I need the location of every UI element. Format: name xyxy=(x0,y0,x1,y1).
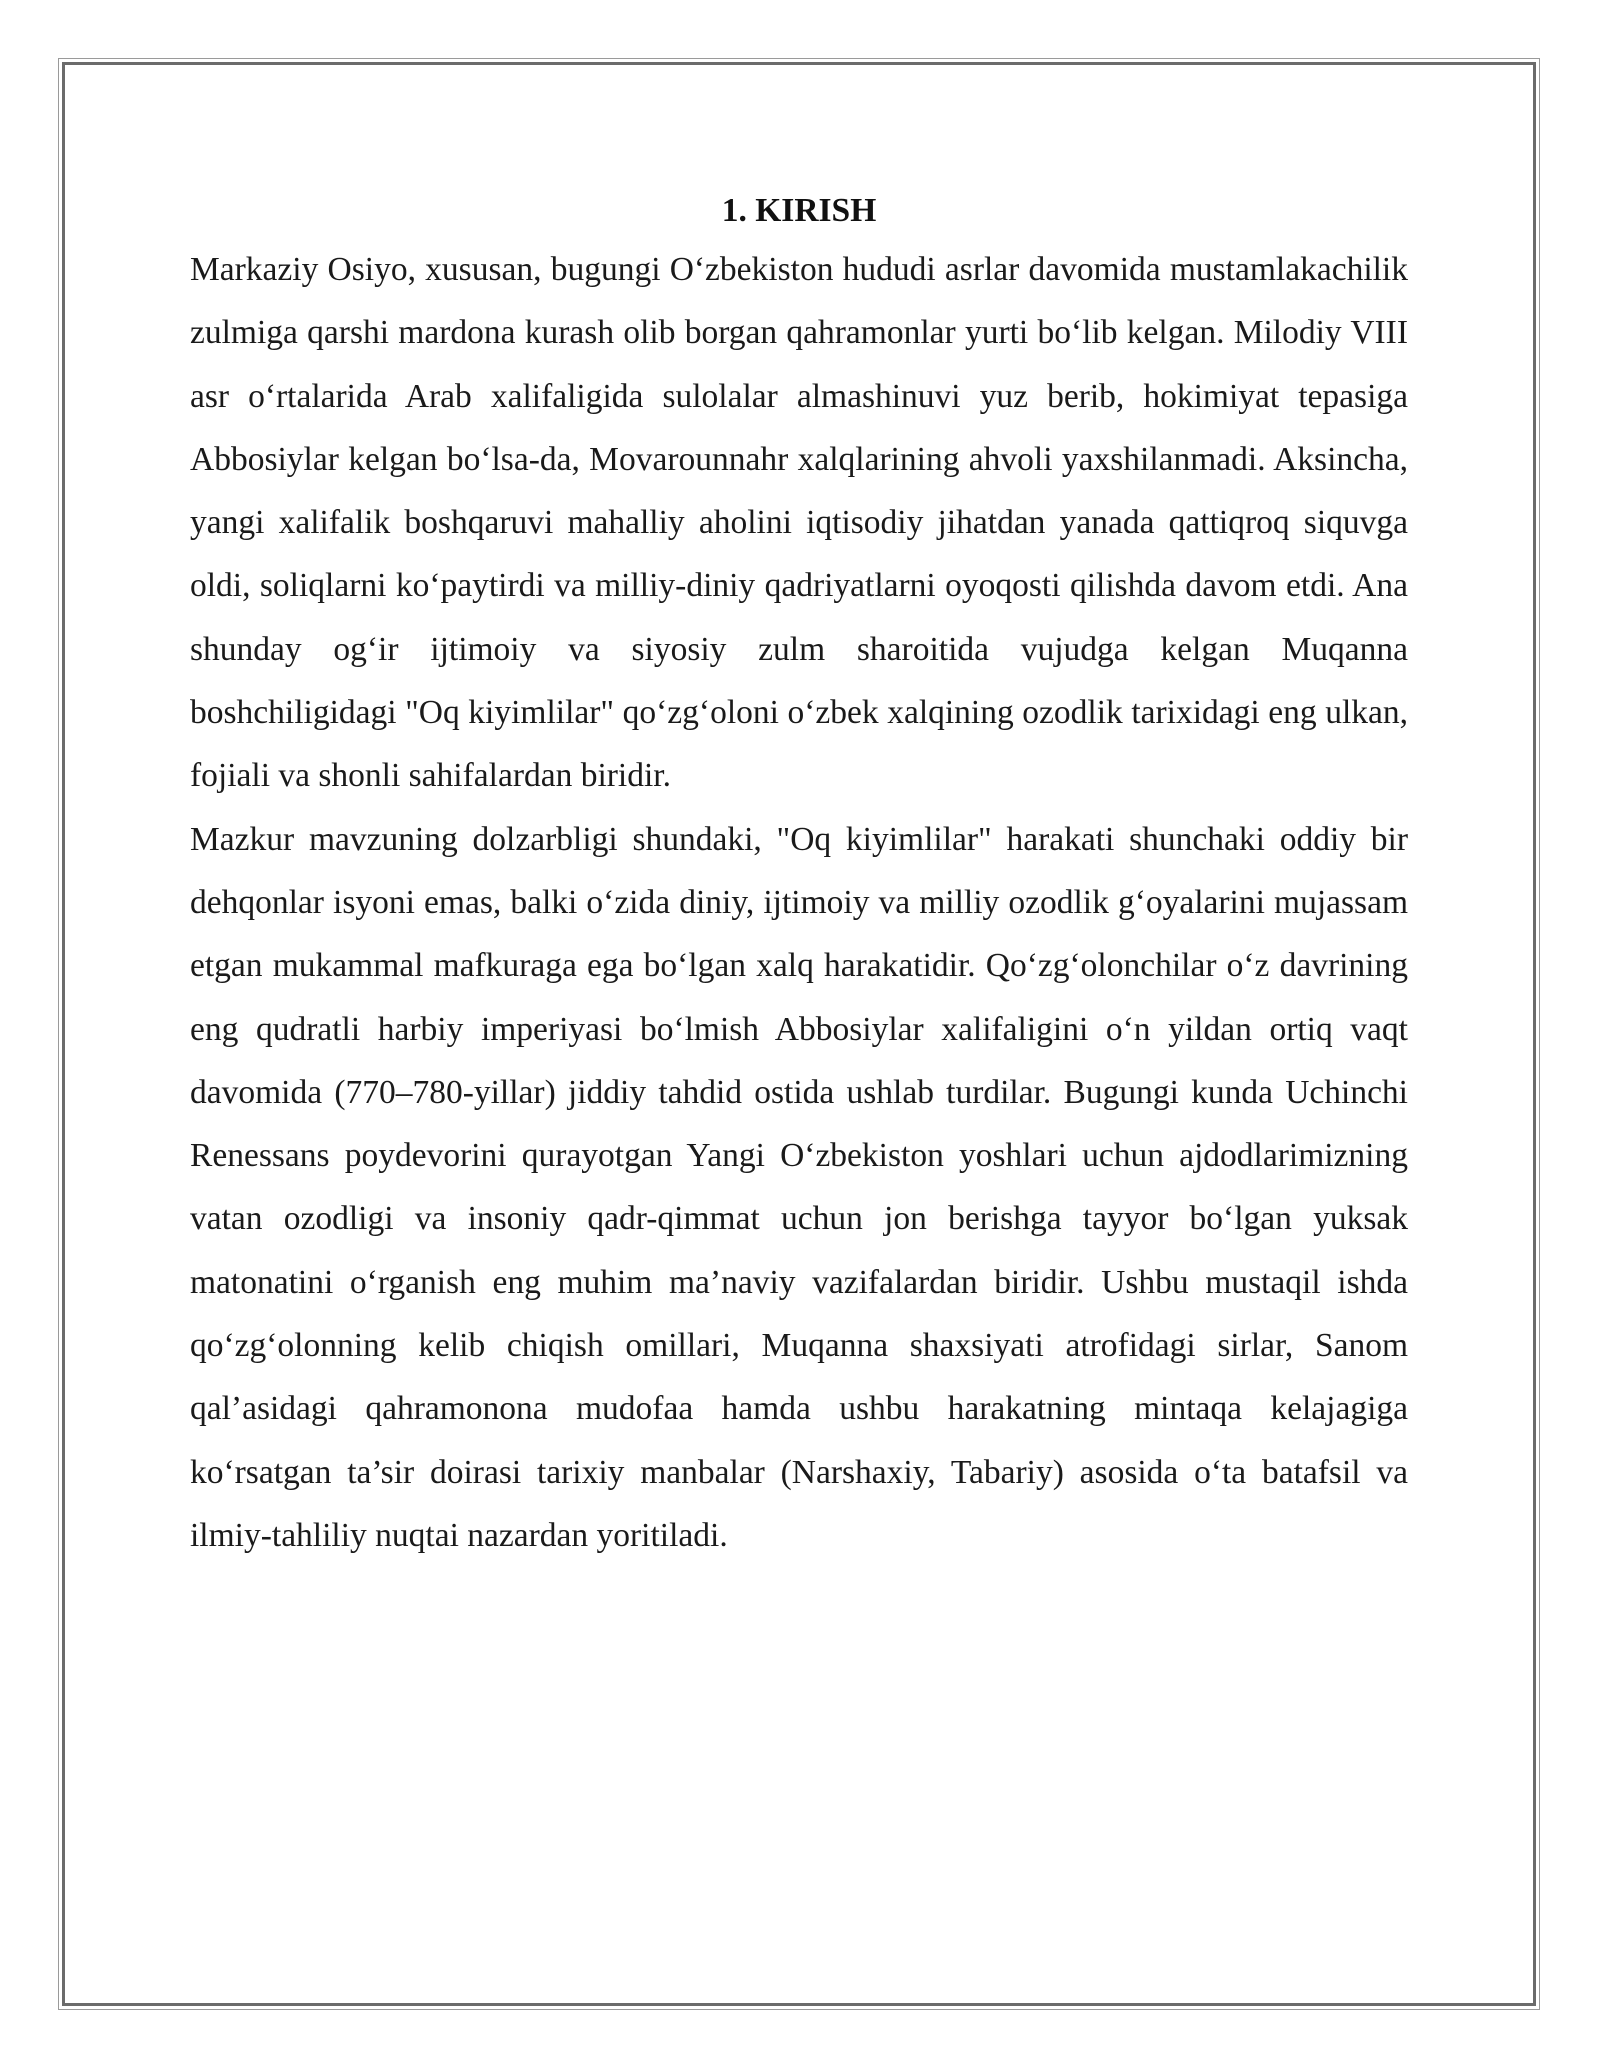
intro-paragraph-1: Markaziy Osiyo, xususan, bugungi O‘zbekiston hududi asrlar davomida mustamlakachilik zulmiga qarshi mardona kurash olib borgan qahramonlar yurti bo‘lib kelgan. Milodiy VIII asr o‘rtalarida Arab xalifaligida sulolalar almashinuvi yuz berib, hokimiyat tepasiga Abbosiylar kelgan bo‘lsa-da, Movarounnahr xalqlarining ahvoli yaxshilanmadi. Aksincha, yangi xalifalik boshqaruvi mahalliy aholini iqtisodiy jihatdan yanada qattiqroq siquvga oldi, soliqlarni ko‘paytirdi va milliy-diniy qadriyatlarni oyoqosti qilishda davom etdi. Ana shunday og‘ir ijtimoiy va siyosiy zulm sharoitida vujudga kelgan Muqanna boshchiligidagi "Oq kiyimlilar" qo‘zg‘oloni o‘zbek xalqining ozodlik tarixidagi eng ulkan, fojiali va shonli sahifalardan biridir. xyxy=(190,251,1408,795)
intro-paragraph-2: Mazkur mavzuning dolzarbligi shundaki, "Oq kiyimlilar" harakati shunchaki oddiy bir dehqonlar isyoni emas, balki o‘zida diniy, ijtimoiy va milliy ozodlik g‘oyalarini mujassam etgan mukammal mafkuraga ega bo‘lgan xalq harakatidir. Qo‘zg‘olonchilar o‘z davrining eng qudratli harbiy imperiyasi bo‘lmish Abbosiylar xalifaligini o‘n yildan ortiq vaqt davomida (770–780-yillar) jiddiy tahdid ostida ushlab turdilar. Bugungi kunda Uchinchi Renessans poydevorini qurayotgan Yangi O‘zbekiston yoshlari uchun ajdodlarimizning vatan ozodligi va insoniy qadr-qimmat uchun jon berishga tayyor bo‘lgan yuksak matonatini o‘rganish eng muhim ma’naviy vazifalardan biridir. Ushbu mustaqil ishda qo‘zg‘olonning kelib chiqish omillari, Muqanna shaxsiyati atrofidagi sirlar, Sanom qal’asidagi qahramonona mudofaa hamda ushbu harakatning mintaqa kelajagiga ko‘rsatgan ta’sir doirasi tarixiy manbalar (Narshaxiy, Tabariy) asosida o‘ta batafsil va ilmiy-tahliliy nuqtai nazardan yoritiladi. xyxy=(190,820,1408,1554)
document-body xyxy=(190,188,1408,1567)
section-heading: 1. KIRISH xyxy=(721,192,877,229)
